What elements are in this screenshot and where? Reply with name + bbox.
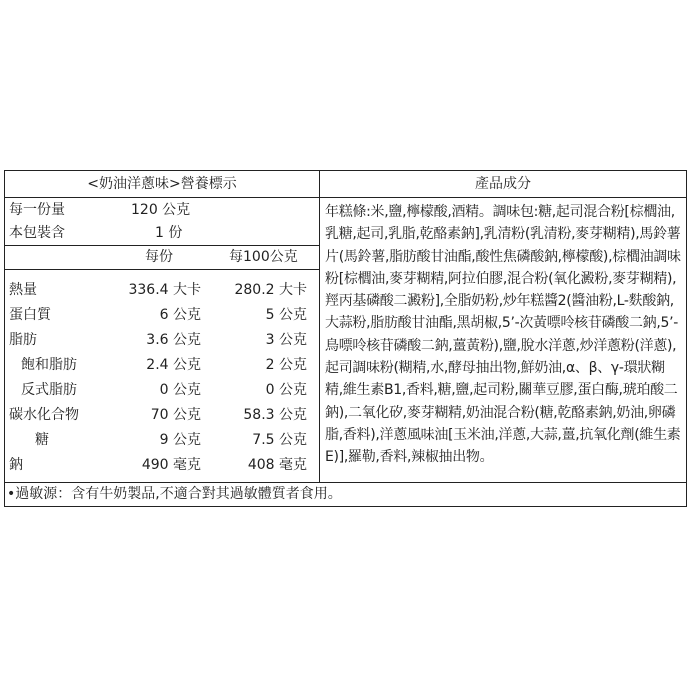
nutrient-per-serving: 0 公克 [159,382,201,398]
nutrient-per-100g: 280.2 大卡 [234,282,307,298]
ingredients-text: 年糕條:米,鹽,檸檬酸,酒精。調味包:糖,起司混合粉[棕櫚油,乳糖,起司,乳脂,乾酪素鈉],乳清粉(乳清粉,麥芽糊精),馬鈴薯片(馬鈴薯,脂肪酸甘油酯,酸性焦磷酸鈉,檸檬酸),棕櫚油調味粉[棕櫚油,麥芽糊精,阿拉伯膠,混合粉(氧化澱粉,麥芽糊精),羥丙基磷酸二澱粉],全脂奶粉,炒年糕醬2(醬油粉,L-麩酸鈉,大蒜粉,脂肪酸甘油酯,黑胡椒,5’-次黃嘌呤核苷磷酸二鈉,5’-鳥嘌呤核苷磷酸二鈉,薑黃粉),鹽,脫水洋蔥,炒洋蔥粉(洋蔥),起司調味粉(糊精,水,酵母抽出物,鮮奶油,α、β、γ-環狀糊精,維生素B1,香料,糖,鹽,起司粉,關華豆膠,蛋白酶,琥珀酸二鈉),二氧化矽,麥芽糊精,奶油混合粉(糖,乾酪素鈉,奶油,卵磷脂,香料),洋蔥風味油[玉米油,洋蔥,大蒜,薑,抗氧化劑(維生素E)],羅勒,香料,辣椒抽出物。 [325,204,681,466]
nutrient-per-100g: 2 公克 [265,357,307,373]
nutrient-row [5,429,319,451]
nutrient-name: 鈉 [9,457,23,473]
nutrient-per-serving: 2.4 公克 [146,357,201,373]
nutrient-name: 反式脂肪 [21,382,77,398]
nutrient-name: 糖 [35,432,49,448]
col-per-serving: 每份 [145,249,173,265]
nutrient-row [5,379,319,401]
nutrient-per-serving: 3.6 公克 [146,332,201,348]
col-per-100g: 每100公克 [229,249,298,265]
nutrition-title: <奶油洋蔥味>營養標示 [5,171,319,198]
nutrient-per-100g: 5 公克 [265,307,307,323]
servings-value: 1 份 [155,225,183,241]
nutrient-row [5,304,319,326]
serving-size-label: 每一份量 [9,202,65,218]
nutrient-row [5,329,319,351]
nutrient-per-100g: 408 毫克 [247,457,307,473]
nutrient-per-serving: 9 公克 [159,432,201,448]
nutrient-row [5,454,319,476]
nutrient-per-100g: 7.5 公克 [252,432,307,448]
nutrient-per-serving: 6 公克 [159,307,201,323]
nutrient-name: 熱量 [9,282,37,298]
ingredients-title: 產品成分 [320,171,686,198]
divider [5,269,319,270]
column-header-row [5,246,319,268]
nutrient-per-serving: 336.4 大卡 [128,282,201,298]
nutrient-per-serving: 70 公克 [150,407,201,423]
serving-size-row [5,199,319,221]
nutrient-row [5,279,319,301]
allergen-notice: •過敏源：含有牛奶製品,不適合對其過敏體質者食用。 [7,486,342,502]
ingredients-panel [320,171,686,482]
nutrient-name: 蛋白質 [9,307,51,323]
nutrient-name: 脂肪 [9,332,37,348]
nutrient-row [5,404,319,426]
nutrient-per-serving: 490 毫克 [141,457,201,473]
nutrient-row [5,354,319,376]
serving-size-value: 120 公克 [131,202,191,218]
servings-label: 本包裝含 [9,225,65,241]
nutrient-per-100g: 3 公克 [265,332,307,348]
nutrient-per-100g: 0 公克 [265,382,307,398]
nutrient-name: 碳水化合物 [9,407,79,423]
nutrient-per-100g: 58.3 公克 [243,407,307,423]
nutrition-label [4,170,687,507]
nutrient-name: 飽和脂肪 [21,357,77,373]
nutrition-facts-panel [5,171,320,482]
servings-row [5,222,319,244]
divider [5,482,686,483]
